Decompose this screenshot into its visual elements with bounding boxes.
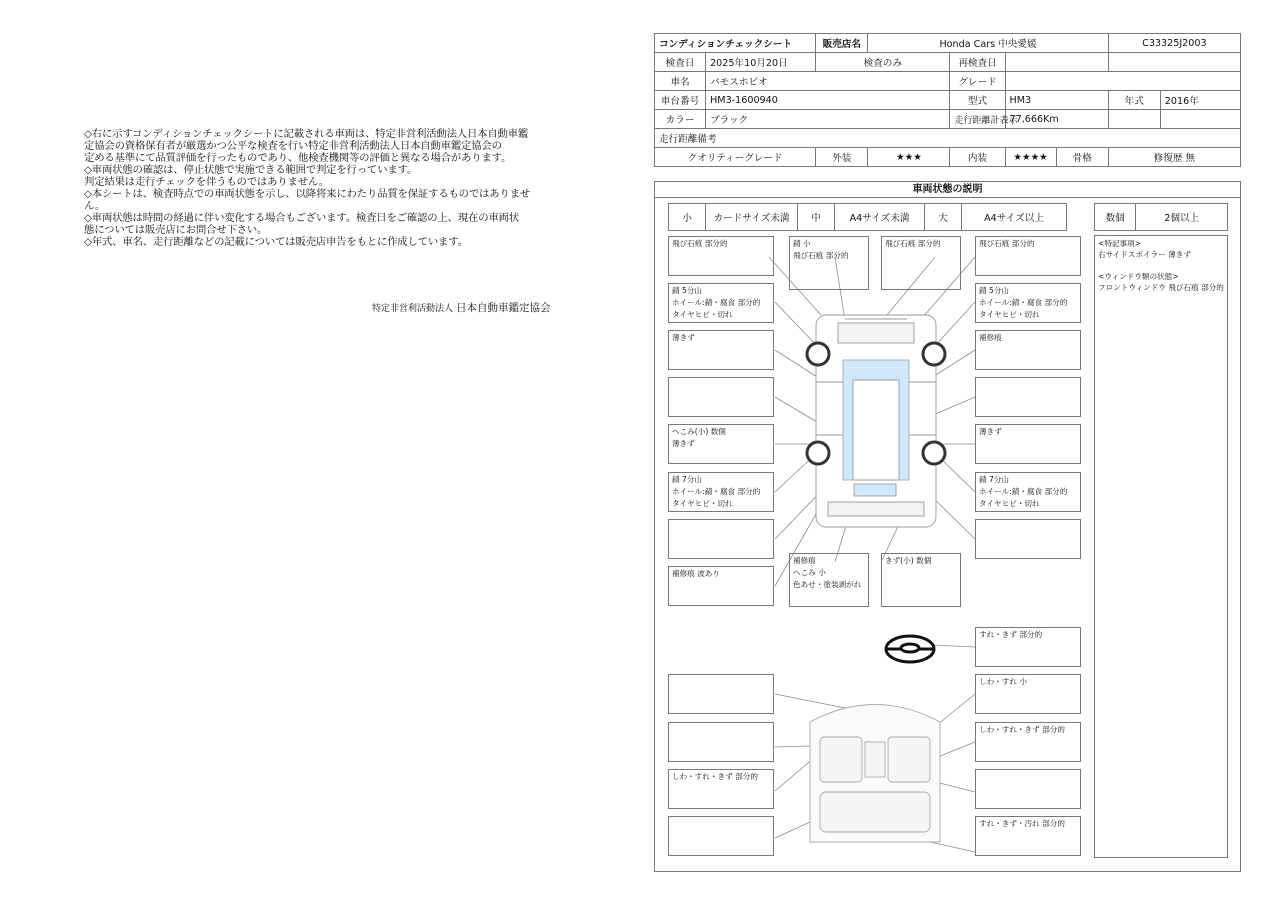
interior-stars: ★★★★ [1005,148,1056,167]
dealer-label: 販売店名 [816,34,868,53]
legend-mid-desc: A4サイズ未満 [835,204,925,230]
damage-box-front-right: 飛び石痕 部分的 [975,236,1081,276]
damage-box-interior-r2: しわ・すれ・きず 部分的 [975,722,1081,762]
car-name: バモスホビオ [706,72,950,91]
color-value: ブラック [706,110,950,129]
section-title: 車両状態の説明 [655,182,1240,198]
note-line: ◇右に示すコンディションチェックシートに記載される車両は、特定非営利活動法人日本自動車鑑 [84,128,529,140]
damage-box-left-1: 薄きず [668,330,774,370]
note-line: 定協会の資格保有者が厳選かつ公平な検査を行い特定非営利活動法人日本自動車鑑定協会の [84,140,502,152]
damage-box-interior-l4 [668,816,774,856]
chassis-label: 車台番号 [655,91,706,110]
damage-box-rear-left: 補修痕 波あり [668,566,774,606]
reinspect-label: 再検査日 [950,53,1005,72]
dealer-name: Honda Cars 中央愛媛 [868,34,1108,53]
mileage-value: 77,666Km [1005,110,1108,129]
damage-box-right-3: 薄きず [975,424,1081,464]
mileage-note [655,129,1241,148]
note-line: ◇車両状態の確認は、停止状態で実施できる範囲で判定を行っています。 [84,164,418,176]
frame-label: 骨格 [1056,148,1108,167]
mileage-label: 走行距離計表示 [950,110,1005,129]
year-label: 年式 [1108,91,1160,110]
header-row-mileage-note [655,129,1241,148]
interior-label: 内装 [950,148,1005,167]
special-notes: <特記事項> 右サイドスポイラー 薄きず <ウィンドウ類の状態> フロントウィンドウ 飛び石痕 部分的 [1094,235,1228,858]
org-prefix: 特定非営利活動法人 [372,304,454,314]
condition-header-table [654,33,1241,167]
header-row-quality [655,148,1241,167]
damage-box-wheel-rl: 錆 7分山 ホイール:錆・腐食 部分的 タイヤヒビ・切れ [668,472,774,512]
damage-box-wheel-fl: 錆 5分山 ホイール:錆・腐食 部分的 タイヤヒビ・切れ [668,283,774,323]
exterior-stars: ★★★ [868,148,950,167]
note-line: 判定結果は走行チェックを伴うものではありません。 [84,176,329,188]
damage-box-front-left: 飛び石痕 部分的 [668,236,774,276]
note-line: ◇年式、車名、走行距離などの記載については販売店申告をもとに作成しています。 [84,236,468,248]
inspect-date-label: 検査日 [655,53,706,72]
legend-large: 大 [925,204,962,230]
grade-value [1005,72,1240,91]
note-line: 定める基準にて品質評価を行ったものであり、他検査機関等の評価と異なる場合があります。 [84,152,512,164]
damage-box-wheel-fr: 錆 5分山 ホイール:錆・腐食 部分的 タイヤヒビ・切れ [975,283,1081,323]
damage-box-interior-r1: しわ・すれ 小 [975,674,1081,714]
count-label: 数個 [1095,204,1136,230]
car-top-view [807,315,945,527]
damage-box-wheel-rr: 錆 7分山 ホイール:錆・腐食 部分的 タイヤヒビ・切れ [975,472,1081,512]
header-row-car [655,72,1241,91]
sheet-number: C33325J2003 [1108,34,1240,53]
damage-box-right-1: 補修痕 [975,330,1081,370]
damage-box-right-2 [975,377,1081,417]
header-row-color [655,110,1241,129]
header-row-title [655,34,1241,53]
quality-grade-label: クオリティーグレード [655,148,816,167]
disclaimer-notes [84,128,560,248]
damage-box-interior-l1 [668,674,774,714]
damage-box-interior-l2 [668,722,774,762]
mileage-blank [1108,110,1160,129]
damage-box-front-center: 錆 小 飛び石痕 部分的 [789,236,869,290]
note-line: 態については販売店にお問合せ下さい。 [84,224,268,236]
note-line: ◇本シートは、検査時点での車両状態を示し、以降将来にわたり品質を保証するものではありませ [84,188,530,200]
note-line: ん。 [84,200,106,212]
legend-mid: 中 [798,204,835,230]
count-value: 2個以上 [1164,213,1200,224]
damage-box-rear-center: 補修痕 へこみ 小 色あせ・塗装剥がれ [789,553,869,607]
car-interior-view [810,705,940,843]
damage-box-left-3: へこみ(小) 数個 薄きず [668,424,774,464]
exterior-label: 外装 [816,148,868,167]
legend-small: 小 [669,204,706,230]
damage-box-steering: すれ・きず 部分的 [975,627,1081,667]
mileage-blank2 [1160,110,1240,129]
damage-box-interior-r4: すれ・きず・汚れ 部分的 [975,816,1081,856]
inspect-type: 検査のみ [816,53,950,72]
model-value: HM3 [1005,91,1108,110]
chassis-number: HM3-1600940 [706,91,950,110]
damage-box-front-center2: 飛び石痕 部分的 [881,236,961,290]
model-label: 型式 [950,91,1005,110]
grade-label: グレード [950,72,1005,91]
damage-box-interior-r3 [975,769,1081,809]
header-row-dates [655,53,1241,72]
car-name-label: 車名 [655,72,706,91]
repair-history: 修復歴 無 [1108,148,1240,167]
inspect-date: 2025年10月20日 [706,53,816,72]
legend-small-desc: カードサイズ未満 [706,204,798,230]
reinspect-blank [1108,53,1240,72]
color-label: カラー [655,110,706,129]
header-row-chassis [655,91,1241,110]
reinspect-date [1005,53,1108,72]
vehicle-condition-section [654,181,1241,872]
organization-signature [372,300,551,315]
damage-box-interior-l3: しわ・すれ・きず 部分的 [668,769,774,809]
damage-box-left-2 [668,377,774,417]
size-legend [668,203,1067,231]
steering-wheel-icon [886,636,934,662]
legend-large-desc: A4サイズ以上 [984,213,1044,224]
org-name: 日本自動車鑑定協会 [456,302,551,314]
note-line: ◇車両状態は時間の経過に伴い変化する場合もございます。検査日をご確認の上、現在の車両状 [84,212,519,224]
mileage-note-label: 走行距離備考 [659,134,717,145]
damage-box-left-4 [668,519,774,559]
damage-box-rear-center2: きず(小) 数個 [881,553,961,607]
sheet-title: コンディションチェックシート [655,34,816,53]
year-value: 2016年 [1160,91,1240,110]
count-legend [1094,203,1228,231]
damage-box-right-4 [975,519,1081,559]
